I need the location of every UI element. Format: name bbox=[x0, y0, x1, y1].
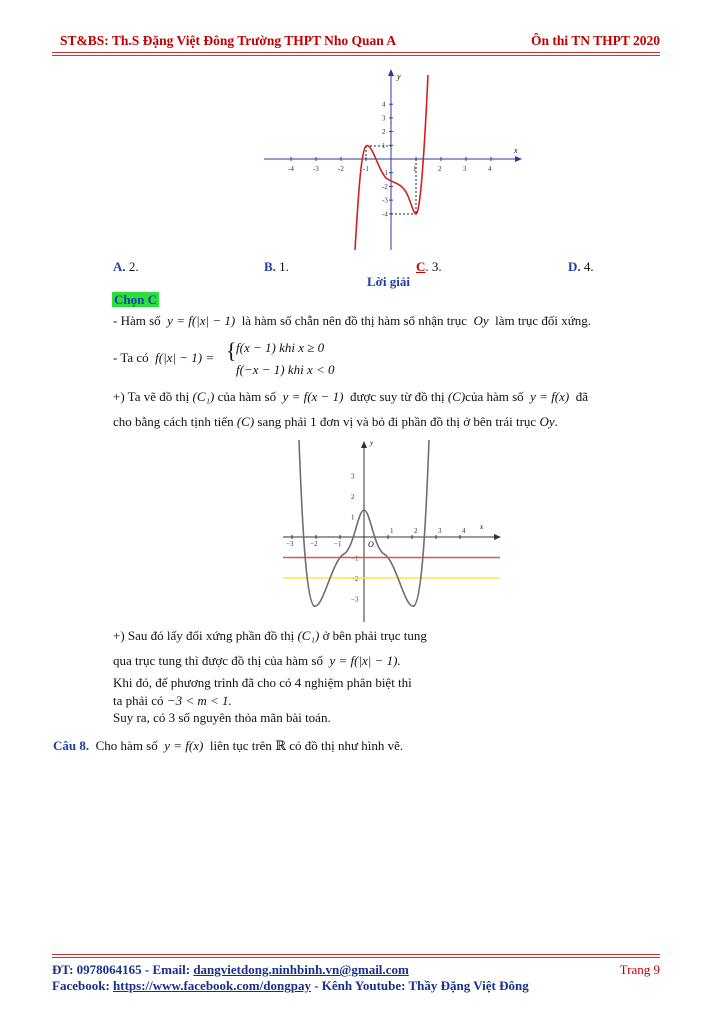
facebook-link[interactable]: https://www.facebook.com/dongpay bbox=[113, 978, 311, 993]
graph2-curve bbox=[299, 440, 429, 606]
question-8: Câu 8. Cho hàm số y = f(x) liên tục trên ℝ có đồ thị như hình vẽ. bbox=[53, 738, 404, 753]
graph1-y-tick-label: 3 bbox=[382, 114, 386, 123]
graph1-curve bbox=[355, 75, 428, 250]
graph1-y-tick-label: -3 bbox=[382, 196, 388, 205]
solution-line-9: Suy ra, có 3 số nguyên thỏa mãn bài toán. bbox=[113, 710, 331, 725]
graph2-x-tick-label: −2 bbox=[310, 540, 318, 548]
footer-line-1: ĐT: 0978064165 - Email: dangvietdong.ninhbinh.vn@gmail.com Trang 9 bbox=[52, 962, 660, 977]
graph2-y-tick-label: −1 bbox=[351, 554, 359, 563]
graph1-y-tick-label: 4 bbox=[382, 100, 386, 109]
graph1-y-tick-label: -1 bbox=[382, 169, 388, 178]
graph1-x-arrow bbox=[515, 156, 522, 162]
solution-line-7: Khi đó, để phương trình đã cho có 4 nghiệm phân biệt thì bbox=[113, 675, 412, 690]
case-2: f(−x − 1) khi x < 0 bbox=[236, 362, 335, 377]
case-1: f(x − 1) khi x ≥ 0 bbox=[236, 340, 325, 355]
graph1-y-arrow bbox=[388, 69, 394, 76]
graph2-x-tick-label: −1 bbox=[334, 540, 342, 548]
graph2-y-arrow bbox=[361, 441, 367, 448]
brace: { bbox=[226, 338, 237, 363]
solution-title: Lời giải bbox=[367, 274, 410, 289]
graph2-x-arrow bbox=[494, 534, 501, 540]
header-left: ST&BS: Th.S Đặng Việt Đông Trường THPT Nho Quan A bbox=[60, 33, 397, 48]
graph1-y-tick-label: -4 bbox=[382, 210, 388, 219]
graph1-x-tick-label: 1 bbox=[413, 165, 417, 173]
graph2-x-tick-label: −3 bbox=[286, 540, 294, 548]
graph1-x-tick-label: 3 bbox=[463, 165, 467, 173]
graph2-x-tick-label: 4 bbox=[462, 527, 466, 535]
graph1-x-label: x bbox=[514, 146, 518, 155]
graph1-x-tick-label: -1 bbox=[363, 165, 369, 173]
graph1-x-tick-label: -2 bbox=[338, 165, 344, 173]
graph2-y-tick-label: 2 bbox=[351, 493, 355, 501]
graph2-x-tick-label: 2 bbox=[414, 527, 418, 535]
page-header bbox=[52, 33, 660, 51]
footer-line-2: Facebook: https://www.facebook.com/dongpay - Kênh Youtube: Thầy Đặng Việt Đông bbox=[52, 978, 529, 993]
solution-line-6: qua trục tung thì được đồ thị của hàm số y = f(|x| − 1). bbox=[113, 653, 401, 668]
option-a[interactable]: A. 2. bbox=[113, 259, 139, 274]
graph1-x-tick-label: 2 bbox=[438, 165, 442, 173]
header-rule-2 bbox=[52, 55, 660, 56]
graph1-y-tick-label: -2 bbox=[382, 182, 388, 191]
page-number: Trang 9 bbox=[619, 962, 660, 977]
graph1-x-tick-label: -3 bbox=[313, 165, 319, 173]
solution-line-3: +) Ta vẽ đồ thị (C₁) của hàm số y = f(x − 1) được suy từ đồ thị (C)của hàm số y = f(x) đã bbox=[113, 389, 589, 404]
graph2-x-tick-label: 3 bbox=[438, 527, 442, 535]
graph2-origin: O bbox=[368, 540, 374, 549]
option-d[interactable]: D. 4. bbox=[568, 259, 594, 274]
chosen-answer: Chọn C bbox=[114, 292, 157, 307]
graph1-x-tick-label: 4 bbox=[488, 165, 492, 173]
solution-line-5: +) Sau đó lấy đối xứng phần đồ thị (C₁) ở bên phải trục tung bbox=[113, 628, 427, 643]
email-link[interactable]: dangvietdong.ninhbinh.vn@gmail.com bbox=[193, 962, 409, 977]
option-c[interactable]: C. 3. bbox=[416, 259, 442, 274]
graph2-y-label: y bbox=[370, 439, 374, 447]
footer-rule-2 bbox=[52, 957, 660, 958]
graph2-y-tick-label: −3 bbox=[351, 595, 359, 604]
graph1-x-tick-label: -4 bbox=[288, 165, 294, 173]
graph2-x-tick-label: 1 bbox=[390, 527, 394, 535]
graph1-y-label: y bbox=[397, 72, 401, 81]
graph2-y-tick-label: 3 bbox=[351, 472, 355, 481]
option-b[interactable]: B. 1. bbox=[264, 259, 289, 274]
graph1-y-tick-label: 1 bbox=[382, 141, 386, 150]
solution-line-2: - Ta có f(|x| − 1) = bbox=[113, 350, 215, 365]
graph2-y-tick-label: 1 bbox=[351, 513, 355, 522]
header-rule bbox=[52, 52, 660, 53]
graph1-y-tick-label: 2 bbox=[382, 128, 386, 137]
solution-line-1: - Hàm số y = f(|x| − 1) là hàm số chẵn nên đồ thị hàm số nhận trục Oy làm trục đối xứng. bbox=[113, 313, 592, 328]
solution-line-8: ta phải có −3 < m < 1. bbox=[113, 693, 232, 708]
graph2-x-label: x bbox=[480, 523, 484, 531]
footer-rule bbox=[52, 954, 660, 955]
header-right: Ôn thi TN THPT 2020 bbox=[530, 33, 660, 48]
solution-line-4: cho bằng cách tịnh tiến (C) sang phải 1 đơn vị và bỏ đi phần đồ thị ở bên trái trục Oy. bbox=[113, 414, 558, 429]
graph2-y-tick-label: −2 bbox=[351, 575, 359, 583]
